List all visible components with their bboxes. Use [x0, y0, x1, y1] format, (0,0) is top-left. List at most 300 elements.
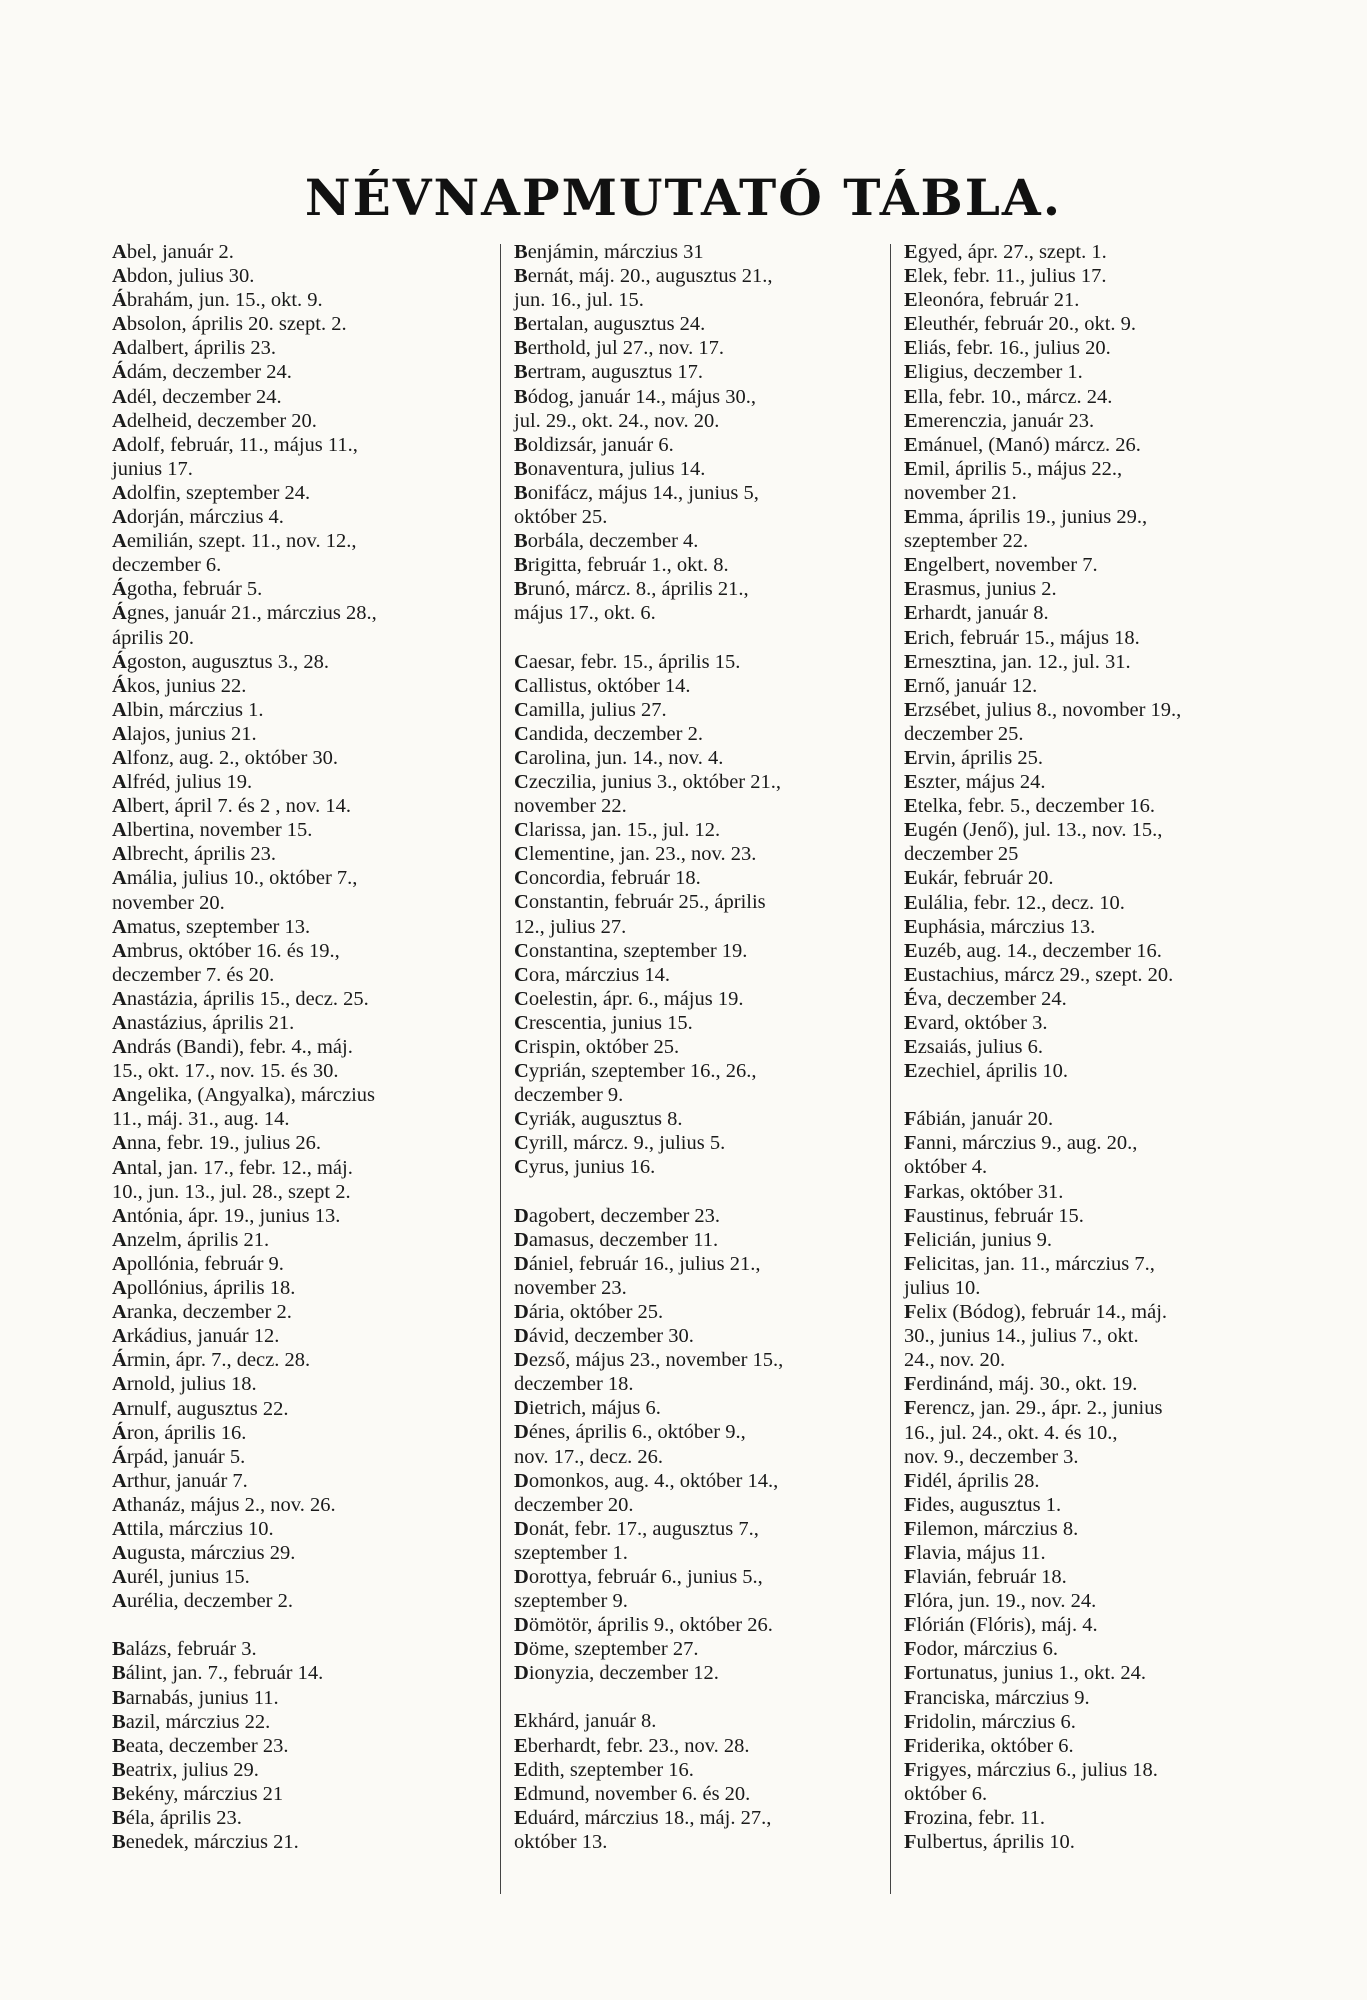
entry-line: Etelka, febr. 5., deczember 16.: [904, 795, 1156, 818]
entry-line: Apollónius, április 18.: [112, 1277, 296, 1300]
entry-continuation-line: deczember 7. és 20.: [112, 963, 275, 986]
entry-line: Dezső, május 23., november 15.,: [514, 1349, 784, 1372]
entry-line: Athanáz, május 2., nov. 26.: [112, 1493, 336, 1516]
entry-line: Donát, febr. 17., augusztus 7.,: [514, 1517, 759, 1540]
name-day-entry: [514, 1661, 894, 1685]
entry-line: Amália, julius 10., október 7.,: [112, 867, 358, 890]
entry-line: Constantina, szeptember 19.: [514, 939, 748, 962]
entry-line: Eszter, május 24.: [904, 771, 1046, 794]
entry-line: Alfréd, julius 19.: [112, 771, 253, 794]
entry-line: Cyrus, junius 16.: [514, 1156, 656, 1179]
entry-line: Eulália, febr. 12., decz. 10.: [904, 891, 1125, 914]
name-day-entry: [514, 1517, 894, 1565]
name-day-entry: [514, 1613, 894, 1637]
name-day-entry: [514, 481, 894, 529]
entry-continuation-line: április 20.: [112, 626, 194, 649]
entry-line: Eliás, febr. 16., julius 20.: [904, 337, 1111, 360]
name-day-entry: [112, 1782, 482, 1806]
name-day-entry: [112, 1686, 482, 1710]
name-day-entry: [904, 1228, 1284, 1252]
entry-line: Ella, febr. 10., márcz. 24.: [904, 385, 1113, 408]
entry-line: Ágotha, február 5.: [112, 578, 263, 601]
name-day-entry: [112, 240, 482, 264]
entry-continuation-line: nov. 9., deczember 3.: [904, 1445, 1079, 1468]
entry-line: Fodor, márczius 6.: [904, 1638, 1059, 1661]
name-day-entry: [514, 577, 894, 625]
entry-line: Camilla, julius 27.: [514, 698, 667, 721]
entry-line: Eligius, deczember 1.: [904, 361, 1083, 384]
entry-line: Czeczilia, junius 3., október 21.,: [514, 770, 782, 793]
name-day-entry: [904, 1613, 1284, 1637]
name-day-entry: [112, 1228, 482, 1252]
name-day-entry: [514, 1035, 894, 1059]
name-day-entry: [904, 457, 1284, 505]
entry-line: Adél, deczember 24.: [112, 385, 282, 408]
name-day-entry: [514, 890, 894, 938]
name-day-entry: [514, 553, 894, 577]
entry-line: Ferdinánd, máj. 30., okt. 19.: [904, 1373, 1138, 1396]
entry-line: Benedek, márczius 21.: [112, 1831, 299, 1854]
entry-line: Felicián, junius 9.: [904, 1228, 1053, 1251]
entry-continuation-line: julius 10.: [904, 1276, 981, 1299]
entry-line: Balázs, február 3.: [112, 1638, 257, 1661]
entry-line: Béla, április 23.: [112, 1807, 242, 1829]
entry-line: Edith, szeptember 16.: [514, 1758, 694, 1781]
name-day-entry: [514, 1348, 894, 1396]
entry-line: Cora, márczius 14.: [514, 963, 670, 986]
name-day-entry: [112, 1035, 482, 1083]
name-day-entry: [112, 288, 482, 312]
entry-line: Dávid, deczember 30.: [514, 1325, 694, 1348]
name-day-entry: [514, 1709, 894, 1733]
entry-line: Concordia, február 18.: [514, 867, 701, 890]
entry-line: Beata, deczember 23.: [112, 1734, 289, 1757]
entry-line: Evard, október 3.: [904, 1012, 1048, 1034]
entry-line: Ármin, ápr. 7., decz. 28.: [112, 1349, 311, 1372]
entry-line: Fridolin, márczius 6.: [904, 1710, 1076, 1733]
name-day-entry: [112, 1806, 482, 1830]
entry-continuation-line: szeptember 22.: [904, 530, 1029, 553]
name-day-entry: [904, 746, 1284, 770]
name-day-entry: [904, 1300, 1284, 1372]
entry-line: Friderika, október 6.: [904, 1734, 1074, 1757]
name-day-entry: [904, 626, 1284, 650]
entry-line: Fulbertus, április 10.: [904, 1831, 1075, 1854]
name-day-entry: [112, 1565, 482, 1589]
name-column-3: [904, 240, 1284, 1854]
entry-line: Carolina, jun. 14., nov. 4.: [514, 746, 724, 769]
entry-line: Felix (Bódog), február 14., máj.: [904, 1301, 1168, 1324]
entry-line: Dietrich, május 6.: [514, 1397, 661, 1420]
name-day-entry: [904, 866, 1284, 890]
name-day-entry: [904, 1252, 1284, 1300]
name-day-entry: [904, 601, 1284, 625]
name-day-entry: [514, 866, 894, 890]
name-day-entry: [112, 770, 482, 794]
name-day-entry: [904, 1469, 1284, 1493]
name-day-entry: [112, 1252, 482, 1276]
column-divider-1: [500, 244, 501, 1894]
entry-line: Dorottya, február 6., junius 5.,: [514, 1565, 763, 1588]
entry-line: Ekhárd, január 8.: [514, 1710, 657, 1733]
name-day-entry: [112, 1324, 482, 1348]
name-day-entry: [514, 1059, 894, 1107]
entry-line: Adelheid, deczember 20.: [112, 409, 317, 432]
entry-line: Ernesztina, jan. 12., jul. 31.: [904, 650, 1131, 673]
entry-continuation-line: szeptember 1.: [514, 1541, 628, 1564]
name-day-entry: [112, 1710, 482, 1734]
name-day-entry: [112, 433, 482, 481]
name-day-entry: [514, 457, 894, 481]
entry-line: Emerenczia, január 23.: [904, 409, 1095, 432]
entry-line: Antónia, ápr. 19., junius 13.: [112, 1204, 341, 1227]
name-day-entry: [112, 481, 482, 505]
entry-line: Brunó, márcz. 8., április 21.,: [514, 578, 749, 601]
entry-continuation-line: november 20.: [112, 891, 225, 914]
entry-continuation-line: november 23.: [514, 1276, 627, 1299]
name-day-entry: [514, 1252, 894, 1300]
entry-line: András (Bandi), febr. 4., máj.: [112, 1036, 353, 1059]
entry-line: Euphásia, márczius 13.: [904, 915, 1096, 938]
page-title: NÉVNAPMUTATÓ TÁBLA.: [304, 168, 1063, 227]
entry-continuation-line: 11., máj. 31., aug. 14.: [112, 1108, 290, 1131]
entry-line: Crispin, október 25.: [514, 1036, 680, 1058]
name-day-entry: [112, 650, 482, 674]
entry-line: Flavia, május 11.: [904, 1541, 1046, 1564]
name-day-entry: [904, 891, 1284, 915]
entry-line: Anastázia, április 15., decz. 25.: [112, 987, 369, 1010]
entry-line: Egyed, ápr. 27., szept. 1.: [904, 241, 1107, 263]
name-day-entry: [904, 1541, 1284, 1565]
name-day-entry: [904, 1059, 1284, 1083]
name-day-entry: [904, 1396, 1284, 1468]
name-day-entry: [112, 1131, 482, 1155]
name-day-entry: [112, 987, 482, 1011]
name-day-entry: [112, 1445, 482, 1469]
name-day-entry: [904, 770, 1284, 794]
entry-line: Frozina, febr. 11.: [904, 1807, 1045, 1829]
entry-continuation-line: deczember 25: [904, 843, 1019, 866]
entry-line: Erhardt, január 8.: [904, 602, 1049, 625]
entry-line: Beatrix, julius 29.: [112, 1758, 259, 1781]
name-day-entry: [112, 336, 482, 360]
entry-line: Eleuthér, február 20., okt. 9.: [904, 313, 1137, 336]
entry-line: Arnulf, augusztus 22.: [112, 1397, 289, 1420]
name-day-entry: [904, 1204, 1284, 1228]
entry-line: Domonkos, aug. 4., október 14.,: [514, 1469, 779, 1492]
entry-continuation-line: május 17., okt. 6.: [514, 602, 656, 625]
entry-line: Ákos, junius 22.: [112, 674, 247, 697]
entry-line: Albertina, november 15.: [112, 819, 313, 842]
name-day-entry: [514, 1155, 894, 1179]
entry-line: Dömötör, április 9., október 26.: [514, 1614, 773, 1637]
entry-line: Crescentia, junius 15.: [514, 1011, 693, 1034]
name-day-entry: [112, 1372, 482, 1396]
name-day-entry: [112, 1661, 482, 1685]
name-day-entry: [514, 1758, 894, 1782]
name-day-entry: [904, 409, 1284, 433]
entry-line: Fábián, január 20.: [904, 1108, 1054, 1131]
name-day-entry: [112, 1083, 482, 1131]
name-day-entry: [904, 1565, 1284, 1589]
name-day-entry: [904, 915, 1284, 939]
entry-line: Anzelm, április 21.: [112, 1228, 270, 1251]
name-day-entry: [514, 1300, 894, 1324]
entry-line: Ábrahám, jun. 15., okt. 9.: [112, 289, 323, 312]
name-day-entry: [904, 1035, 1284, 1059]
name-day-entry: [904, 1517, 1284, 1541]
name-day-entry: [112, 1517, 482, 1541]
name-day-entry: [514, 722, 894, 746]
entry-line: Coelestin, ápr. 6., május 19.: [514, 987, 744, 1010]
entry-line: Arthur, január 7.: [112, 1469, 248, 1492]
name-day-entry: [112, 1469, 482, 1493]
entry-line: Edmund, november 6. és 20.: [514, 1782, 751, 1805]
entry-line: Adorján, márczius 4.: [112, 506, 284, 529]
name-day-entry: [904, 336, 1284, 360]
name-day-entry: [112, 842, 482, 866]
entry-continuation-line: deczember 18.: [514, 1373, 634, 1396]
entry-line: Absolon, április 20. szept. 2.: [112, 313, 347, 336]
name-day-entry: [904, 360, 1284, 384]
name-day-entry: [904, 288, 1284, 312]
entry-continuation-line: 30., junius 14., julius 7., okt.: [904, 1325, 1139, 1348]
name-day-entry: [514, 1228, 894, 1252]
entry-line: Elek, febr. 11., julius 17.: [904, 265, 1107, 288]
name-day-entry: [904, 1372, 1284, 1396]
name-day-entry: [112, 505, 482, 529]
name-day-entry: [112, 1011, 482, 1035]
entry-continuation-line: deczember 25.: [904, 722, 1024, 745]
name-day-entry: [514, 529, 894, 553]
name-day-entry: [514, 818, 894, 842]
entry-continuation-line: 10., jun. 13., jul. 28., szept 2.: [112, 1180, 351, 1203]
name-day-entry: [514, 1396, 894, 1420]
name-day-entry: [112, 529, 482, 577]
entry-line: Emma, április 19., junius 29.,: [904, 506, 1148, 529]
name-day-entry: [904, 1758, 1284, 1806]
name-day-entry: [514, 746, 894, 770]
entry-line: Aranka, deczember 2.: [112, 1301, 292, 1324]
entry-line: Flavián, február 18.: [904, 1566, 1067, 1589]
name-day-entry: [904, 1107, 1284, 1131]
entry-continuation-line: október 25.: [514, 506, 608, 529]
entry-continuation-line: deczember 20.: [514, 1493, 634, 1516]
entry-line: Bódog, január 14., május 30.,: [514, 385, 757, 408]
entry-line: Ambrus, október 16. és 19.,: [112, 939, 340, 962]
name-day-entry: [514, 698, 894, 722]
name-day-entry: [904, 1011, 1284, 1035]
name-day-entry: [904, 1637, 1284, 1661]
entry-line: Arkádius, január 12.: [112, 1325, 280, 1348]
name-day-entry: [904, 1661, 1284, 1685]
name-day-entry: [112, 1204, 482, 1228]
entry-line: Amatus, szeptember 13.: [112, 915, 311, 938]
name-day-entry: [514, 385, 894, 433]
entry-line: Ágoston, augusztus 3., 28.: [112, 650, 329, 673]
entry-line: Erich, február 15., május 18.: [904, 626, 1140, 649]
entry-line: Adolfin, szeptember 24.: [112, 481, 311, 504]
entry-line: Borbála, deczember 4.: [514, 530, 699, 553]
name-day-entry: [514, 1469, 894, 1517]
name-day-entry: [514, 674, 894, 698]
entry-line: Éva, deczember 24.: [904, 987, 1067, 1010]
entry-line: Felicitas, jan. 11., márczius 7.,: [904, 1252, 1155, 1275]
entry-line: Abdon, julius 30.: [112, 265, 255, 288]
entry-line: Erzsébet, julius 8., novomber 19.,: [904, 698, 1182, 721]
name-day-entry: [112, 1541, 482, 1565]
entry-line: Ezechiel, április 10.: [904, 1060, 1068, 1083]
name-day-entry: [112, 722, 482, 746]
name-day-entry: [112, 698, 482, 722]
entry-continuation-line: október 13.: [514, 1830, 608, 1853]
entry-line: Angelika, (Angyalka), márczius: [112, 1084, 375, 1107]
name-day-entry: [904, 1686, 1284, 1710]
entry-line: Dániel, február 16., julius 21.,: [514, 1252, 761, 1275]
entry-line: Fortunatus, junius 1., okt. 24.: [904, 1662, 1147, 1685]
entry-line: Eugén (Jenő), jul. 13., nov. 15.,: [904, 819, 1163, 842]
name-day-entry: [904, 1131, 1284, 1179]
entry-line: Apollónia, február 9.: [112, 1252, 284, 1275]
entry-continuation-line: nov. 17., decz. 26.: [514, 1445, 663, 1468]
entry-line: Adalbert, április 23.: [112, 337, 276, 360]
entry-line: Ágnes, január 21., márczius 28.,: [112, 602, 377, 625]
name-day-entry: [112, 674, 482, 698]
entry-line: Constantin, február 25., április: [514, 891, 766, 914]
name-column-1: [112, 240, 482, 1854]
entry-line: Anastázius, április 21.: [112, 1012, 295, 1034]
entry-line: Döme, szeptember 27.: [514, 1638, 699, 1661]
name-day-entry: [514, 650, 894, 674]
entry-line: Faustinus, február 15.: [904, 1204, 1084, 1227]
name-day-entry: [112, 1348, 482, 1372]
entry-line: Bálint, jan. 7., február 14.: [112, 1662, 324, 1685]
name-day-entry: [514, 939, 894, 963]
entry-line: Dionyzia, deczember 12.: [514, 1662, 719, 1685]
name-day-entry: [514, 433, 894, 457]
entry-line: Boldizsár, január 6.: [514, 433, 674, 456]
entry-line: Attila, márczius 10.: [112, 1517, 274, 1540]
entry-line: Dagobert, deczember 23.: [514, 1204, 721, 1227]
name-day-entry: [904, 650, 1284, 674]
entry-continuation-line: október 6.: [904, 1782, 988, 1805]
entry-line: Bertram, augusztus 17.: [514, 361, 704, 384]
entry-line: Cyrill, márcz. 9., julius 5.: [514, 1132, 726, 1155]
entry-line: Bertalan, augusztus 24.: [514, 313, 706, 336]
entry-line: Farkas, október 31.: [904, 1180, 1064, 1203]
entry-line: Aurélia, deczember 2.: [112, 1590, 293, 1613]
entry-line: Antal, jan. 17., febr. 12., máj.: [112, 1156, 353, 1179]
entry-line: Damasus, deczember 11.: [514, 1228, 719, 1251]
entry-line: Aurél, junius 15.: [112, 1566, 250, 1589]
entry-continuation-line: november 22.: [514, 795, 627, 818]
entry-continuation-line: 24., nov. 20.: [904, 1349, 1006, 1372]
entry-line: Dénes, április 6., október 9.,: [514, 1421, 746, 1444]
name-day-entry: [112, 866, 482, 914]
name-day-entry: [112, 1637, 482, 1661]
entry-line: Alajos, junius 21.: [112, 722, 257, 745]
name-day-entry: [514, 312, 894, 336]
name-day-entry: [514, 1324, 894, 1348]
entry-line: Clarissa, jan. 15., jul. 12.: [514, 819, 721, 842]
entry-line: Bernát, máj. 20., augusztus 21.,: [514, 265, 773, 288]
name-day-entry: [112, 1758, 482, 1782]
name-day-entry: [904, 794, 1284, 818]
name-day-entry: [904, 385, 1284, 409]
entry-line: Bonaventura, julius 14.: [514, 457, 706, 480]
entry-line: Cyriák, augusztus 8.: [514, 1108, 683, 1131]
entry-line: Anna, febr. 19., julius 26.: [112, 1132, 321, 1155]
entry-line: Barnabás, junius 11.: [112, 1686, 279, 1709]
name-day-entry: [904, 312, 1284, 336]
entry-line: Eberhardt, febr. 23., nov. 28.: [514, 1734, 750, 1757]
entry-line: Benjámin, márczius 31: [514, 241, 704, 263]
name-day-entry: [904, 1493, 1284, 1517]
entry-line: Eustachius, márcz 29., szept. 20.: [904, 963, 1174, 986]
entry-line: Abel, január 2.: [112, 241, 234, 263]
name-day-entry: [904, 987, 1284, 1011]
entry-line: Ferencz, jan. 29., ápr. 2., junius: [904, 1397, 1163, 1420]
entry-line: Brigitta, február 1., okt. 8.: [514, 554, 729, 577]
entry-continuation-line: 15., okt. 17., nov. 15. és 30.: [112, 1060, 339, 1083]
name-day-entry: [112, 1276, 482, 1300]
name-day-entry: [514, 360, 894, 384]
entry-continuation-line: deczember 9.: [514, 1084, 624, 1107]
name-day-entry: [904, 1806, 1284, 1830]
name-day-entry: [514, 963, 894, 987]
name-day-entry: [514, 1637, 894, 1661]
entry-continuation-line: junius 17.: [112, 457, 193, 480]
entry-line: Alfonz, aug. 2., október 30.: [112, 746, 339, 769]
name-day-entry: [112, 794, 482, 818]
name-day-entry: [514, 264, 894, 312]
entry-line: Eukár, február 20.: [904, 867, 1054, 890]
name-day-entry: [904, 674, 1284, 698]
entry-line: Euzéb, aug. 14., deczember 16.: [904, 939, 1162, 962]
entry-line: Fides, augusztus 1.: [904, 1493, 1062, 1516]
name-day-entry: [514, 240, 894, 264]
entry-line: Ezsaiás, julius 6.: [904, 1036, 1043, 1059]
name-day-entry: [112, 360, 482, 384]
entry-line: Franciska, márczius 9.: [904, 1686, 1090, 1709]
entry-line: Emánuel, (Manó) márcz. 26.: [904, 433, 1141, 456]
entry-line: Emil, április 5., május 22.,: [904, 457, 1123, 480]
name-day-entry: [904, 1734, 1284, 1758]
entry-line: Ervin, április 25.: [904, 746, 1043, 769]
entry-line: Augusta, márczius 29.: [112, 1542, 296, 1565]
name-day-entry: [112, 1493, 482, 1517]
entry-line: Callistus, október 14.: [514, 674, 691, 697]
name-day-entry: [112, 1734, 482, 1758]
name-day-entry: [112, 385, 482, 409]
entry-line: Fanni, márczius 9., aug. 20.,: [904, 1132, 1138, 1155]
name-day-entry: [514, 336, 894, 360]
name-day-entry: [112, 915, 482, 939]
entry-line: Engelbert, november 7.: [904, 554, 1098, 577]
entry-line: Bekény, márczius 21: [112, 1782, 284, 1805]
name-day-entry: [904, 698, 1284, 746]
entry-continuation-line: október 4.: [904, 1156, 988, 1179]
entry-continuation-line: jul. 29., okt. 24., nov. 20.: [514, 409, 720, 432]
entry-line: Eduárd, márczius 18., máj. 27.,: [514, 1806, 772, 1829]
name-day-entry: [112, 1589, 482, 1613]
entry-line: Flórián (Flóris), máj. 4.: [904, 1614, 1098, 1637]
name-day-entry: [904, 1180, 1284, 1204]
name-day-entry: [904, 1589, 1284, 1613]
entry-line: Filemon, márczius 8.: [904, 1517, 1079, 1540]
entry-line: Bonifácz, május 14., junius 5,: [514, 481, 759, 504]
name-day-entry: [514, 987, 894, 1011]
